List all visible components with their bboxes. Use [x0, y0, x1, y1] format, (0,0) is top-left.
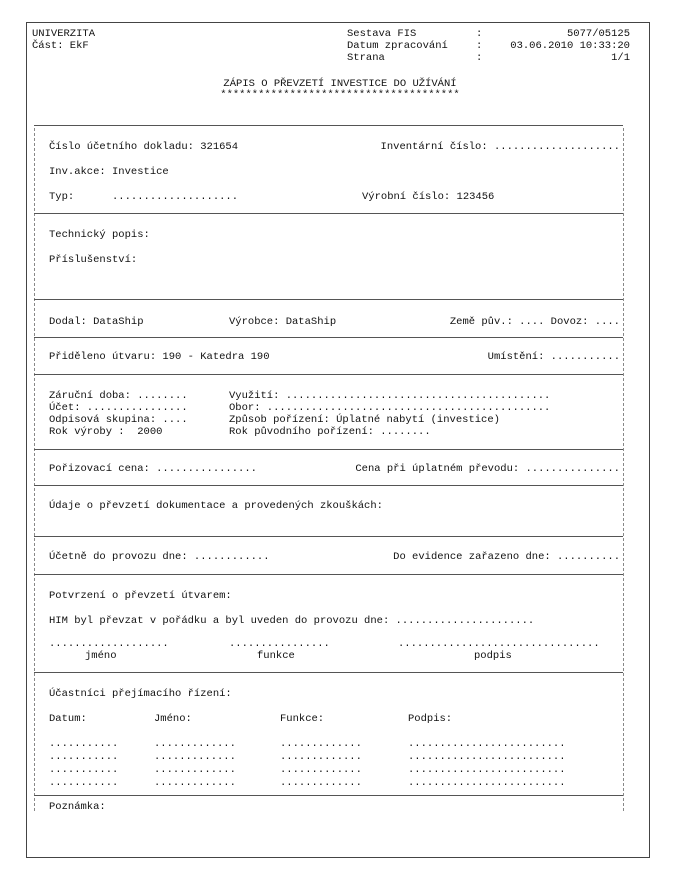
depreciation-group: Odpisová skupina: .... — [49, 414, 188, 426]
report-label: Sestava FIS — [347, 28, 417, 40]
registration-date: Do evidence zařazeno dne: .......... — [393, 551, 620, 563]
transfer-price: Cena při úplatném převodu: ............... — [355, 463, 620, 475]
participant-signature: ......................... — [408, 764, 566, 776]
left-rail — [34, 128, 35, 811]
participant-function: ............. — [280, 751, 362, 763]
divider — [34, 125, 623, 126]
colon: : — [476, 28, 483, 40]
participant-signature: ......................... — [408, 751, 566, 763]
assigned-unit: Přiděleno útvaru: 190 - Katedra 190 — [49, 351, 270, 363]
form-title: ZÁPIS O PŘEVZETÍ INVESTICE DO UŽÍVÁNÍ — [223, 78, 457, 90]
inventory-number: Inventární číslo: .................... — [380, 141, 620, 153]
participant-name: ............. — [154, 764, 236, 776]
acquisition-method: Způsob pořízení: Úplatné nabytí (investice) — [229, 414, 500, 426]
participant-function: ............. — [280, 777, 362, 789]
divider — [34, 485, 623, 486]
serial-number: Výrobní číslo: 123456 — [362, 191, 495, 203]
note: Poznámka: — [49, 801, 106, 813]
participant-signature: ......................... — [408, 738, 566, 750]
investment-action: Inv.akce: Investice — [49, 166, 169, 178]
unit-confirmation: Potvrzení o převzetí útvarem: — [49, 590, 232, 602]
col-function: Funkce: — [280, 713, 325, 725]
participant-signature: ......................... — [408, 777, 566, 789]
participant-name: ............. — [154, 751, 236, 763]
col-signature: Podpis: — [408, 713, 453, 725]
function-dots: ................ — [229, 638, 330, 650]
date-label: Datum zpracování — [347, 40, 448, 52]
participant-date: ........... — [49, 738, 119, 750]
location: Umístění: ........... — [487, 351, 620, 363]
divider — [34, 337, 623, 338]
technical-description: Technický popis: — [49, 229, 150, 241]
participant-function: ............. — [280, 738, 362, 750]
documentation-tests: Údaje o převzetí dokumentace a provedených zkouškách: — [49, 500, 383, 512]
production-year: Rok výroby : 2000 — [49, 426, 163, 438]
participant-date: ........... — [49, 764, 119, 776]
colon: : — [476, 40, 483, 52]
divider — [34, 299, 623, 300]
participant-name: ............. — [154, 777, 236, 789]
item-type: Typ: .................... — [49, 191, 239, 203]
manufacturer: Výrobce: DataShip — [229, 316, 337, 328]
participant-date: ........... — [49, 751, 119, 763]
divider — [34, 574, 623, 575]
participant-function: ............. — [280, 764, 362, 776]
divider — [34, 795, 623, 796]
page-value: 1/1 — [611, 52, 630, 64]
account: Účet: ................ — [49, 402, 188, 414]
divider — [34, 536, 623, 537]
col-name: Jméno: — [154, 713, 192, 725]
org-part: Část: EkF — [32, 40, 89, 52]
name-dots: ................... — [49, 638, 169, 650]
him-accepted: HIM byl převzat v pořádku a byl uveden do provozu dne: ...................... — [49, 615, 535, 627]
usage: Využití: .......................................... — [229, 390, 551, 402]
page-label: Strana — [347, 52, 385, 64]
divider — [34, 449, 623, 450]
signature-dots: ................................ — [398, 638, 600, 650]
date-value: 03.06.2010 10:33:20 — [510, 40, 630, 52]
participant-date: ........... — [49, 777, 119, 789]
accessories: Příslušenství: — [49, 254, 138, 266]
field: Obor: ............................................. — [229, 402, 551, 414]
org-name: UNIVERZITA — [32, 28, 96, 40]
accounting-doc-number: Číslo účetního dokladu: 321654 — [49, 141, 239, 153]
warranty-period: Záruční doba: ........ — [49, 390, 188, 402]
supplier: Dodal: DataShip — [49, 316, 144, 328]
function-caption: funkce — [257, 650, 295, 662]
report-value: 5077/05125 — [566, 28, 630, 40]
acquisition-price: Pořizovací cena: ................ — [49, 463, 257, 475]
col-date: Datum: — [49, 713, 87, 725]
colon: : — [476, 52, 483, 64]
origin-import: Země pův.: .... Dovoz: .... — [449, 316, 620, 328]
signature-caption: podpis — [474, 650, 512, 662]
name-caption: jméno — [85, 650, 117, 662]
participants-title: Účastníci přejímacího řízení: — [49, 688, 232, 700]
original-acquisition-year: Rok původního pořízení: ........ — [229, 426, 431, 438]
participant-name: ............. — [154, 738, 236, 750]
divider — [34, 374, 623, 375]
divider — [34, 672, 623, 673]
divider — [34, 213, 623, 214]
title-underline: ************************************** — [220, 89, 460, 101]
right-rail — [623, 128, 624, 811]
accounting-operation-date: Účetně do provozu dne: ............ — [49, 551, 270, 563]
